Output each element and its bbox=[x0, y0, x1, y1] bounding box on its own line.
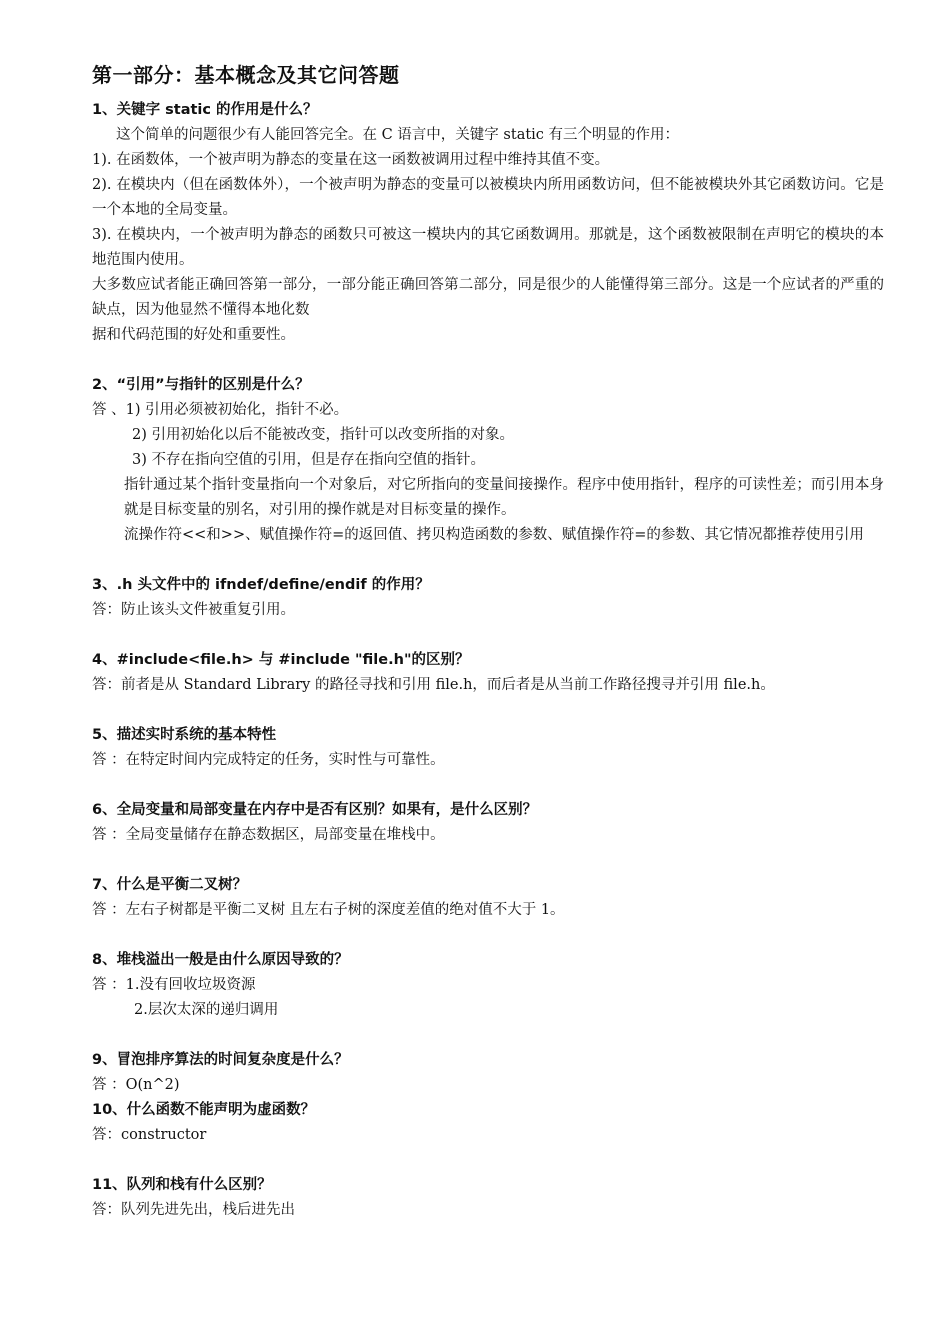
answer-7: 答 ：左右子树都是平衡二叉树 且左右子树的深度差值的绝对值不大于 1。 bbox=[92, 902, 565, 918]
answer-2-pointer-note: 指针通过某个指针变量指向一个对象后，对它所指向的变量间接操作。程序中使用指针，程序的可读性差；而引用本身就是目标变量的别名，对引用的操作就是对目标变量的操作。 bbox=[124, 477, 884, 518]
answer-2-line-3: 3) 不存在指向空值的引用，但是存在指向空值的指针。 bbox=[132, 452, 485, 468]
question-8: 8、堆栈溢出一般是由什么原因导致的？ bbox=[92, 952, 349, 968]
answer-1-point-3: 3). 在模块内，一个被声明为静态的函数只可被这一模块内的其它函数调用。那就是，这个函数被限制在声明它的模块的本地范围内使用。 bbox=[92, 227, 884, 268]
answer-1-note: 大多数应试者能正确回答第一部分，一部分能正确回答第二部分，同是很少的人能懂得第三部分。这是一个应试者的严重的缺点，因为他显然不懂得本地化数 bbox=[92, 277, 884, 318]
answer-5: 答 ：在特定时间内完成特定的任务，实时性与可靠性。 bbox=[92, 752, 445, 768]
answer-11: 答：队列先进先出，栈后进先出 bbox=[92, 1202, 295, 1218]
answer-9: 答 ：O(n^2) bbox=[92, 1077, 180, 1093]
answer-3: 答：防止该头文件被重复引用。 bbox=[92, 602, 295, 618]
answer-4: 答：前者是从 Standard Library 的路径寻找和引用 file.h，而后者是从当前工作路径搜寻并引用 file.h。 bbox=[92, 677, 775, 693]
question-7: 7、什么是平衡二叉树？ bbox=[92, 877, 248, 893]
page-title: 第一部分：基本概念及其它问答题 bbox=[92, 63, 400, 87]
question-11: 11、队列和栈有什么区别？ bbox=[92, 1177, 272, 1193]
question-3: 3、.h 头文件中的 ifndef/define/endif 的作用？ bbox=[92, 577, 430, 593]
answer-1-note-end: 据和代码范围的好处和重要性。 bbox=[92, 327, 295, 343]
answer-1-intro: 这个简单的问题很少有人能回答完全。在 C 语言中，关键字 static 有三个明显的作用： bbox=[116, 127, 680, 143]
answer-2-usage-note: 流操作符<<和>>、赋值操作符=的返回值、拷贝构造函数的参数、赋值操作符=的参数、其它情况都推荐使用引用 bbox=[124, 527, 864, 543]
document-page bbox=[92, 60, 884, 1223]
question-10: 10、什么函数不能声明为虚函数？ bbox=[92, 1102, 316, 1118]
answer-8-line-1: 答 ：1.没有回收垃圾资源 bbox=[92, 977, 256, 993]
question-5: 5、描述实时系统的基本特性 bbox=[92, 727, 277, 743]
question-4: 4、#include<file.h> 与 #include "file.h"的区别？ bbox=[92, 652, 470, 668]
answer-6: 答 ：全局变量储存在静态数据区，局部变量在堆栈中。 bbox=[92, 827, 445, 843]
question-2: 2、“引用”与指针的区别是什么？ bbox=[92, 377, 310, 393]
answer-1-point-2: 2). 在模块内（但在函数体外），一个被声明为静态的变量可以被模块内所用函数访问，但不能被模块外其它函数访问。它是一个本地的全局变量。 bbox=[92, 177, 884, 218]
answer-10: 答：constructor bbox=[92, 1127, 207, 1143]
answer-2-line-2: 2) 引用初始化以后不能被改变，指针可以改变所指的对象。 bbox=[132, 427, 514, 443]
question-1: 1、关键字 static 的作用是什么？ bbox=[92, 102, 318, 118]
question-9: 9、冒泡排序算法的时间复杂度是什么？ bbox=[92, 1052, 349, 1068]
answer-2-line-1: 答 、1) 引用必须被初始化，指针不必。 bbox=[92, 402, 349, 418]
answer-1-point-1: 1). 在函数体，一个被声明为静态的变量在这一函数被调用过程中维持其值不变。 bbox=[92, 152, 610, 168]
answer-8-line-2: 2.层次太深的递归调用 bbox=[134, 1002, 279, 1018]
question-6: 6、全局变量和局部变量在内存中是否有区别？如果有，是什么区别？ bbox=[92, 802, 538, 818]
